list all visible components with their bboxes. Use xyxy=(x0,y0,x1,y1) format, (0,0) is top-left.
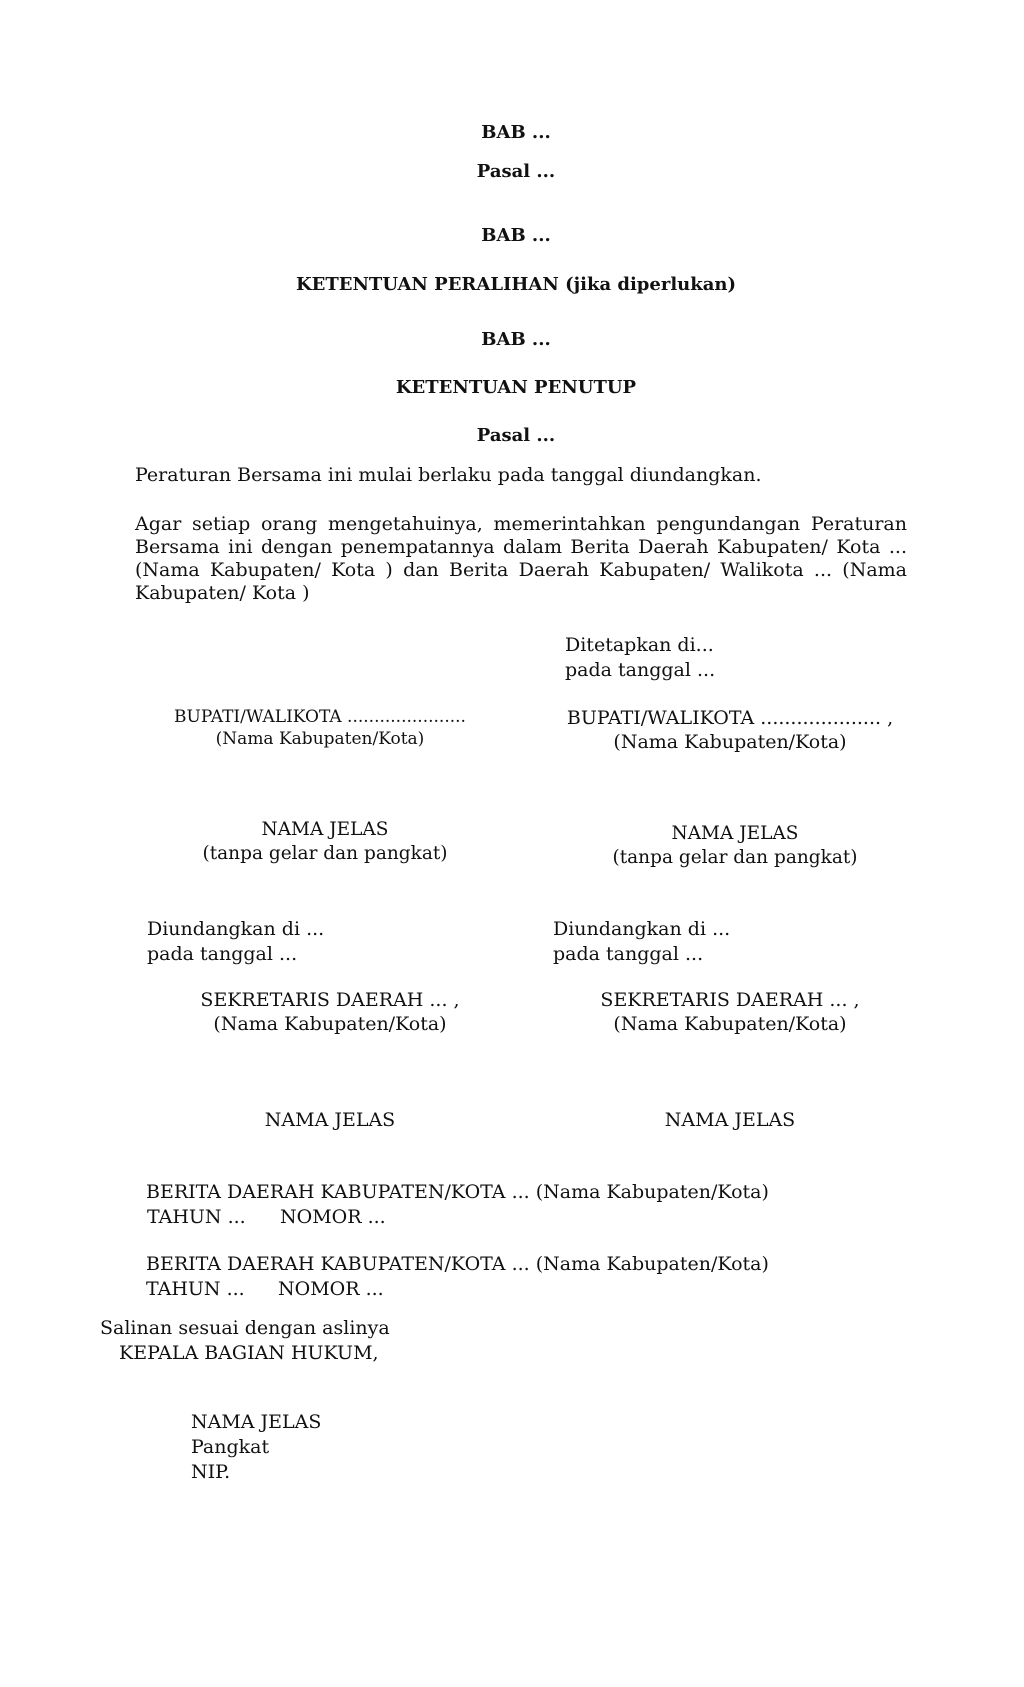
promulgation-right-name: NAMA JELAS xyxy=(664,1109,796,1131)
ketentuan-peralihan-heading: KETENTUAN PERALIHAN (jika diperlukan) xyxy=(296,274,736,295)
certification-name: NAMA JELAS xyxy=(191,1411,322,1433)
promulgation-left-date: pada tanggal ... xyxy=(147,943,298,965)
signatory-left-name: NAMA JELAS xyxy=(261,819,389,840)
promulgation-right-official xyxy=(530,988,930,1036)
gazette-entry-2-nomor: NOMOR ... xyxy=(278,1278,384,1300)
signatory-right-region: (Nama Kabupaten/Kota) xyxy=(613,731,847,753)
gazette-entry-2-line: BERITA DAERAH KABUPATEN/KOTA ... (Nama Kabupaten/Kota) xyxy=(146,1253,769,1275)
signatory-right-note: (tanpa gelar dan pangkat) xyxy=(612,847,858,868)
pasal-heading-2: Pasal ... xyxy=(476,425,556,446)
bab-heading-2: BAB ... xyxy=(481,225,551,246)
promulgation-right-date: pada tanggal ... xyxy=(553,943,704,965)
signatory-left-name-block xyxy=(130,818,520,866)
pasal-heading-1: Pasal ... xyxy=(476,161,556,182)
promulgation-right-region: (Nama Kabupaten/Kota) xyxy=(613,1013,847,1035)
certification-office: KEPALA BAGIAN HUKUM, xyxy=(119,1342,379,1364)
paragraph-effective-date: Peraturan Bersama ini mulai berlaku pada tanggal diundangkan. xyxy=(135,464,762,486)
promulgation-left-region: (Nama Kabupaten/Kota) xyxy=(213,1013,447,1035)
enactment-place: Ditetapkan di... xyxy=(565,634,714,656)
promulgation-left-place: Diundangkan di ... xyxy=(147,918,325,940)
signatory-left-block xyxy=(130,706,510,750)
promulgation-left-title: SEKRETARIS DAERAH ... , xyxy=(200,989,460,1011)
gazette-entry-2-tahun: TAHUN ... xyxy=(146,1278,245,1300)
gazette-entry-1-tahun: TAHUN ... xyxy=(147,1206,246,1228)
signatory-left-title: BUPATI/WALIKOTA ...................... xyxy=(174,707,466,727)
promulgation-right-place: Diundangkan di ... xyxy=(553,918,731,940)
paragraph-promulgation-order: Agar setiap orang mengetahuinya, memerintahkan pengundangan Peraturan Bersama ini dengan penempatannya dalam Berita Daerah Kabupaten/ Kota ... (Nama Kabupaten/ Kota ) dan Berita Daerah Kabupaten/ Walikota ... (Nama Kabupaten/ Kota ) xyxy=(135,513,907,604)
signatory-right-name: NAMA JELAS xyxy=(671,823,799,844)
gazette-entry-1-nomor: NOMOR ... xyxy=(280,1206,386,1228)
gazette-entry-1-line: BERITA DAERAH KABUPATEN/KOTA ... (Nama Kabupaten/Kota) xyxy=(146,1181,769,1203)
signatory-left-note: (tanpa gelar dan pangkat) xyxy=(202,843,448,864)
certification-rank: Pangkat xyxy=(191,1436,270,1458)
ketentuan-penutup-heading: KETENTUAN PENUTUP xyxy=(395,377,637,398)
promulgation-left-name: NAMA JELAS xyxy=(264,1109,396,1131)
certification-nip: NIP. xyxy=(191,1461,231,1483)
signatory-right-title: BUPATI/WALIKOTA .................... , xyxy=(566,707,894,729)
signatory-right-name-block xyxy=(540,822,930,870)
certification-copy-note: Salinan sesuai dengan aslinya xyxy=(100,1317,390,1339)
signatory-right-block xyxy=(540,706,920,754)
bab-heading-3: BAB ... xyxy=(481,329,551,350)
enactment-date: pada tanggal ... xyxy=(565,659,716,681)
promulgation-right-title: SEKRETARIS DAERAH ... , xyxy=(600,989,860,1011)
bab-heading-1: BAB ... xyxy=(481,122,551,143)
signatory-left-region: (Nama Kabupaten/Kota) xyxy=(215,729,425,749)
promulgation-left-official xyxy=(130,988,530,1036)
